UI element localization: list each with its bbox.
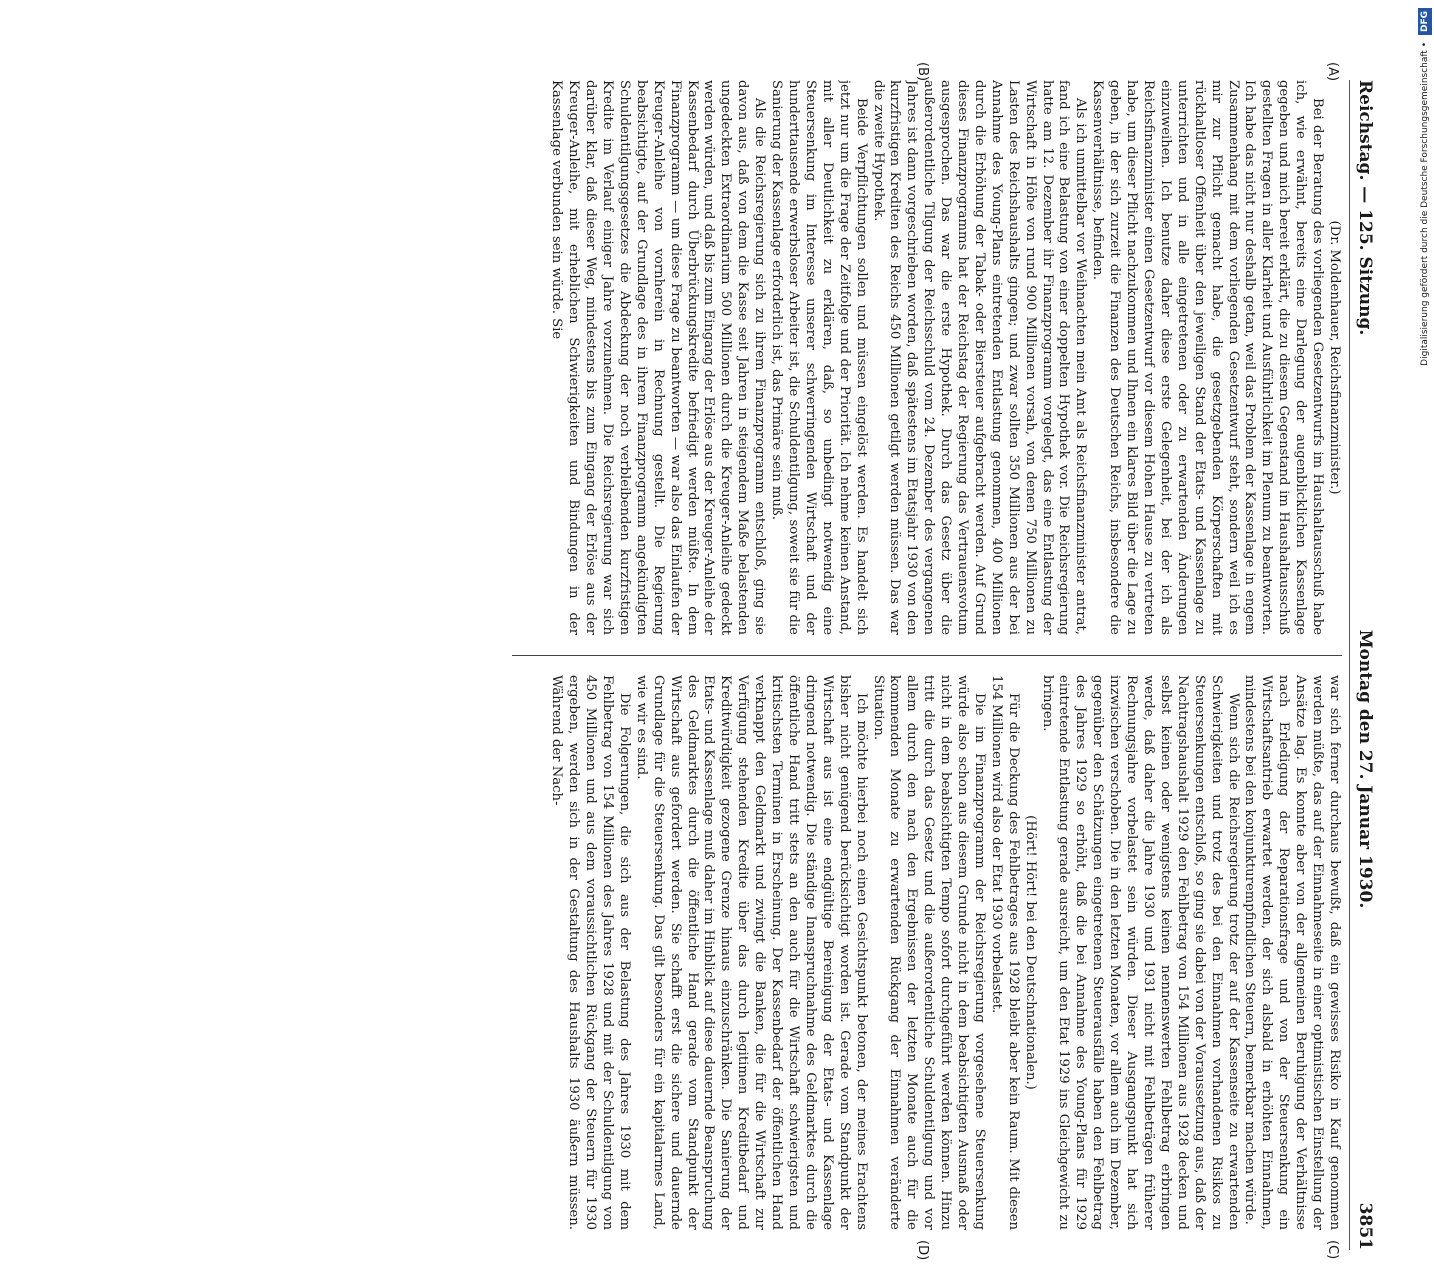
right-paragraph-5: Ich möchte hierbei noch einen Gesichtspunkt betonen, der meines Erachtens bisher nicht genügend berücksichtigt worden ist. Gerade vom Standpunkt der Wirtschaft aus ist eine endgültige Bereinigung der Etats- und Kassenlage dringend notwendig. Die ständige Inanspruchnahme des Geldmarktes durch die öffentliche Hand tritt stets an den auch für die Wirtschaft schwierigsten und kritischsten Terminen in Erscheinung. Der Kassenbedarf der öffentlichen Hand verknappt den Geldmarkt und zwingt die Banken, die für die Wirtschaft zur Verfügung stehenden Kredite über das durch legitimen Kreditbedarf und Kreditwürdigkeit gezogene Grenze hinaus einzuschränken. Die Sanierung der Etats- und Kassenlage muß daher im Hinblick auf diese dauernde Beanspruchung des Geldmarktes durch die öffentliche Hand gerade vom Standpunkt der Wirtschaft aus gefordert werden. Sie schafft erst die sichere und dauernde Grundlage für die Steuersenkung. Das gilt besonders für ein kapitalarmes Land, wie wir es sind. <box>633 675 869 1230</box>
left-paragraph-1: Bei der Beratung des vorliegenden Gesetzentwurfs im Haushaltausschuß habe ich, wie erwähnt, bereits eine Darlegung der augenblicklichen Kassenlage gegeben und mich bereit erklärt, die zu diesem Gegenstand im Haushaltausschuß gestellten Fragen in aller Klarheit und Ausführlichkeit im Plenum zu beantworten. Ich habe das nicht nur deshalb getan, weil das Problem der Kassenlage in engem Zusammenhang mit dem vorliegenden Gesetzentwurf steht, sondern weil ich es mir zur Pflicht gemacht habe, die gesetzgebenden Körperschaften mit rückhaltloser Offenheit über den jeweiligen Stand der Etats- und Kassenlage zu unterrichten und in alle eingetretenen oder zu erwartenden Änderungen einzuweihen. Ich benutze daher diese erste Gelegenheit, bei der ich als Reichsfinanzminister einen Gesetzentwurf vor diesem Hohen Hause zu vertreten habe, um dieser Pflicht nachzukommen und Ihnen ein klares Bild über die Lage zu geben, in der sich zurzeit die Finanzen des Deutschen Reichs, insbesondere die Kassenverhältnisse, befinden. <box>1090 80 1326 635</box>
right-paragraph-3: Für die Deckung des Fehlbetrages aus 1928 bleibt aber kein Raum. Mit diesen 154 Millionen wird also der Etat 1930 vorbelastet. <box>988 675 1021 1230</box>
speaker-line: (Dr. Moldenhauer, Reichsfinanzminister.) <box>1327 220 1342 495</box>
digitization-sidebar <box>1418 8 1432 988</box>
margin-marker-d: (D) <box>915 1240 930 1261</box>
right-paragraph-6: Die Folgerungen, die sich aus der Belastung des Jahres 1930 mit dem Fehlbetrag von 154 Millionen des Jahres 1928 und mit der Schuldentilgung von 450 Millionen und aus dem voraussichtlichen Rückgang der Steuern für 1930 ergeben, werden sich in der Gestaltung des Haushalts 1930 äußern müssen. Während der Nach- <box>549 675 632 1230</box>
dfg-logo: DFG <box>1418 8 1432 35</box>
left-column <box>512 80 1342 635</box>
column-divider <box>512 655 1342 656</box>
page-content <box>500 60 1380 1270</box>
rotated-page <box>170 60 1380 1261</box>
margin-marker-c: (C) <box>1325 1240 1340 1260</box>
right-paragraph-1: war sich ferner durchaus bewußt, daß ein gewisses Risiko in Kauf genommen werden müßte, das auf der Einnahmeseite in einer optimistischen Einstellung der Ansätze lag. Es konnte aber von der allgemeinen Beruhigung der Verhältnisse nach Erledigung der Reparationsfrage und von der Steuersenkung ein Wirtschaftsantrieb erwartet werden, der sich alsbald in erhöhten Einnahmen, mindestens bei den konjunkturempfindlichen Steuern, bemerkbar machen würde. <box>1242 675 1342 1230</box>
left-paragraph-2: Als ich unmittelbar vor Weihnachten mein Amt als Reichsfinanzminister antrat, fand ich eine Belastung von einer doppelten Hypothek vor. Die Reichsregierung hatte am 12. Dezember ihr Finanzprogramm vorgelegt, das eine Entlastung der Wirtschaft in Höhe von rund 900 Millionen vorsah, von denen 750 Millionen zu Lasten des Reichshaushalts gingen; und zwar sollten 350 Millionen aus der bei Annahme des Young-Plans eintretenden Entlastung genommen, 400 Millionen durch die Erhöhung der Tabak- oder Biersteuer aufgebracht werden. Auf Grund dieses Finanzprogramms hat der Reichstag der Regierung das Vertrauensvotum ausgesprochen. Das war die erste Hypothek. Durch das Gesetz über die außerordentliche Tilgung der Reichsschuld vom 24. Dezember des vergangenen Jahres ist dann vorgeschrieben worden, daß spätestens im Etatsjahr 1930 von den kurzfristigen Krediten des Reichs 450 Millionen getilgt werden müssen. Das war die zweite Hypothek. <box>870 80 1089 635</box>
sidebar-credit: Digitalisierung gefördert durch die Deutsche Forschungsgemeinschaft • <box>1420 41 1430 366</box>
right-column <box>512 675 1342 1230</box>
sidebar-text-wrap <box>1418 8 1432 988</box>
page-number: 3851 <box>1355 1202 1375 1250</box>
margin-marker-a: (A) <box>1325 62 1340 82</box>
page-header <box>1349 80 1380 1250</box>
right-paragraph-4: Die im Finanzprogramm der Reichsregierung vorgesehene Steuersenkung würde also schon aus diesem Grunde nicht in dem beabsichtigten Ausmaß oder nicht in dem beabsichtigten Tempo sofort durchgeführt werden können. Hinzu tritt die durch das Gesetz und die außerordentliche Schuldentilgung und vor allem durch den nach den Ergebnissen der letzten Monate auch für die kommenden Monate zu erwartenden Rückgang der Einnahmen veränderte Situation. <box>870 675 987 1230</box>
left-paragraph-4: Als die Reichsregierung sich zu ihrem Finanzprogramm entschloß, ging sie davon aus, daß von dem die Kasse seit Jahren in steigendem Maße belastenden ungedeckten Extraordinarium 500 Millionen durch die Kreuger-Anleihe gedeckt werden würden, und daß bis zum Eingang der Erlöse aus der Kreuger-Anleihe der Kassenbedarf durch Überbrückungskredite befriedigt werden müßte. In dem Finanzprogramm — um diese Frage zu beantworten — war also das Einlaufen der Kreuger-Anleihe von vornherein in Rechnung gestellt. Die Regierung beabsichtigte, auf der Grundlage des in ihrem Finanzprogramm angekündigten Schuldentilgungsgesetzes die Abdeckung der noch verbleibenden kurzfristigen Kredite im Verlauf einiger Jahre vorzunehmen. Die Reichsregierung war sich darüber klar, daß dieser Weg, mindestens bis zum Eingang der Erlöse aus der Kreuger-Anleihe, mit erheblichen Schwierigkeiten und Bindungen in der Kassenlage verbunden sein würde. Sie <box>549 80 768 635</box>
left-paragraph-3: Beide Verpflichtungen sollen und müssen eingelöst werden. Es handelt sich jetzt nur um die Frage der Zeitfolge und der Priorität. Ich nehme keinen Anstand, mit aller Deutlichkeit zu erklären, daß, so unbedingt notwendig eine Steuersenkung im Interesse unserer schwerringenden Wirtschaft und der hunderttausende erwerbsloser Arbeiter ist, die Schuldentilgung, soweit sie für die Sanierung der Kassenlage erforderlich ist, das Primäre sein muß. <box>769 80 869 635</box>
margin-marker-b: (B) <box>915 62 930 82</box>
header-left: Reichstag. — 125. Sitzung. <box>1355 80 1375 336</box>
interjection: (Hört! Hört! bei den Deutschnationalen.) <box>1022 815 1038 1090</box>
header-date: Montag den 27. Januar 1930. <box>1355 629 1375 909</box>
right-paragraph-2: Wenn sich die Reichsregierung trotz der auf der Kassenseite zu erwartenden Schwierigkeiten und trotz des bei den Einnahmen vorhandenen Risikos zu Steuersenkungen entschloß, so ging sie dabei von der Voraussetzung aus, daß der Nachtragshaushalt 1929 den Fehlbetrag von 154 Millionen aus 1928 decken und selbst keinen oder wenigstens keinen nennenswerten Fehlbetrag erbringen werde, daß daher die Jahre 1930 und 1931 nicht mit Fehlbeträgen früherer Rechnungsjahre vorbelastet sein würden. Dieser Ausgangspunkt hat sich inzwischen verschoben. Die in den letzten Monaten, vor allem auch im Dezember, gegenüber den Schätzungen eingetretenen Steuerausfälle haben den Fehlbetrag des Jahres 1929 so erhöht, daß die bei Annahme des Young-Plans für 1929 eintretende Entlastung gerade ausreicht, um den Etat 1929 ins Gleichgewicht zu bringen. <box>1039 675 1241 1230</box>
